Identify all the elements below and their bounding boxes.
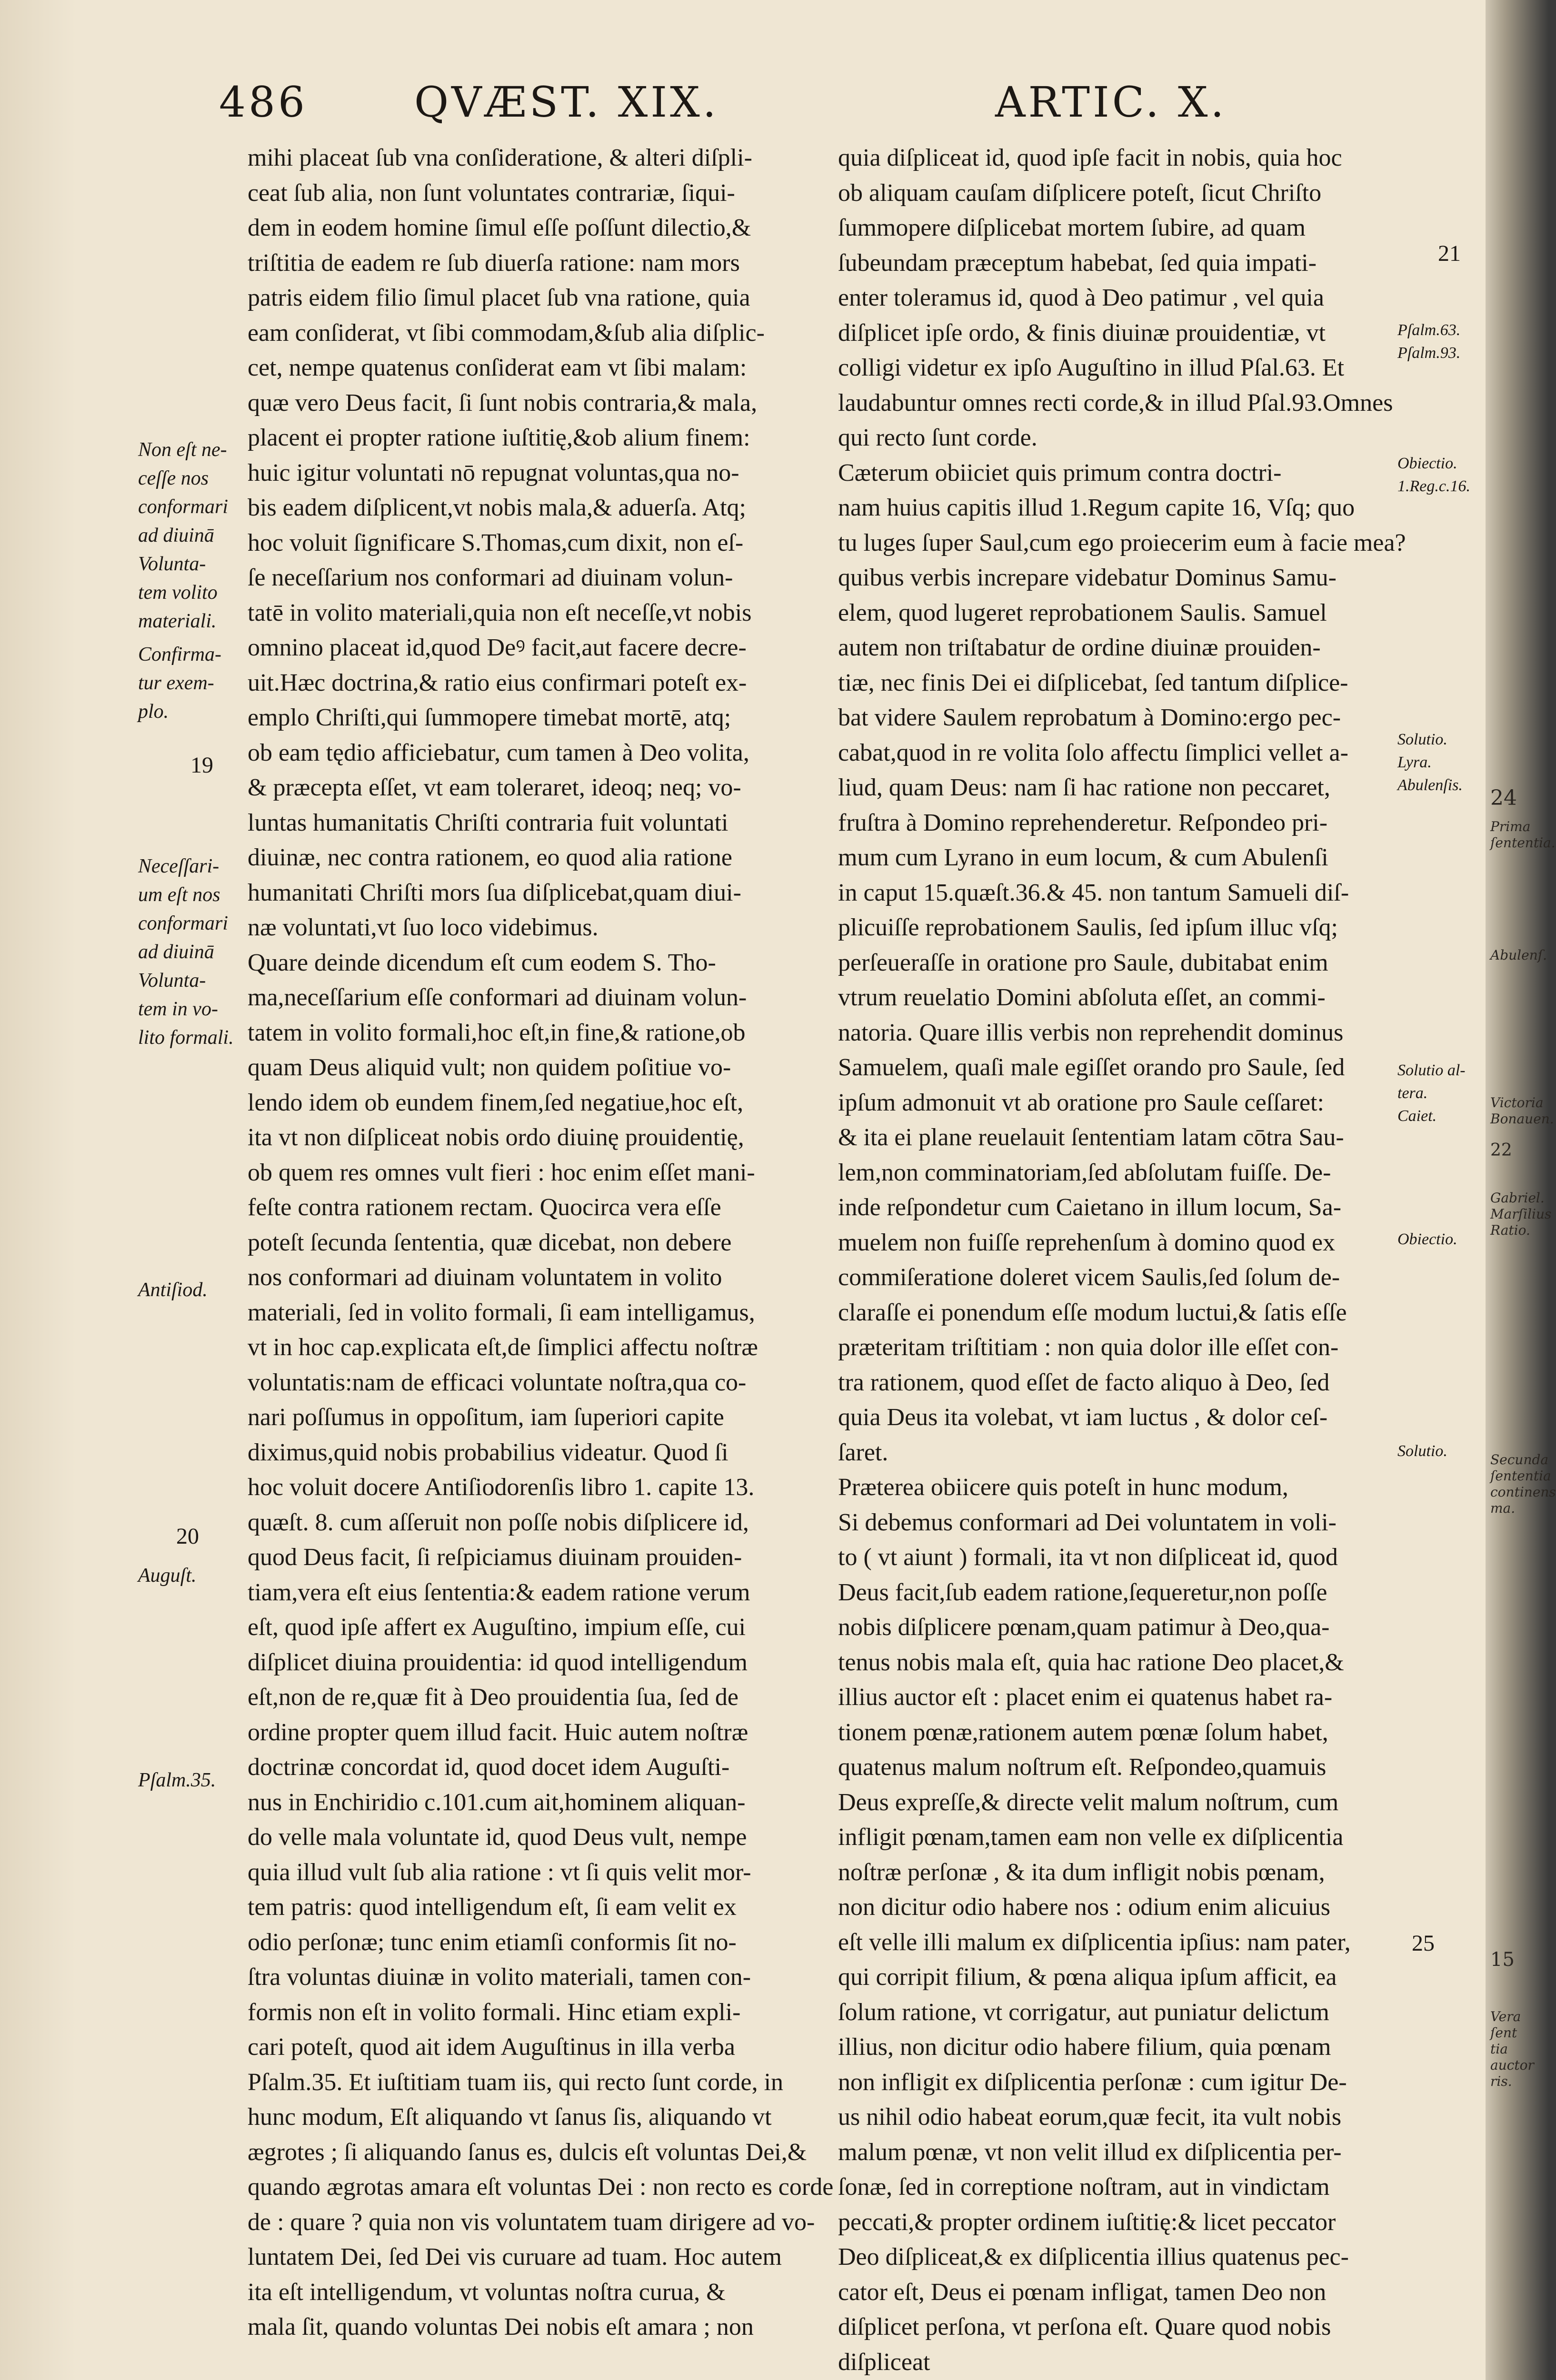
left-margin-number-19: 19: [190, 753, 213, 778]
text-line: Deus expreſſe,& directe velit malum noſtrum, cum: [838, 1788, 1339, 1816]
text-line: Præterea obiicere quis poteſt in hunc modum,: [838, 1474, 1288, 1501]
text-line: Samuelem, quaſi male egiſſet orando pro Saule, ſed: [838, 1054, 1345, 1081]
text-line: patris eidem filio ſimul placet ſub vna ratione, quia: [248, 284, 750, 311]
text-line: nam huius capitis illud 1.Regum capite 16, Vſq; quo: [838, 494, 1355, 521]
text-line: liud, quam Deus: nam ſi hac ratione non peccaret,: [838, 774, 1330, 801]
text-line: claraſſe ei ponendum eſſe modum luctui,& ſatis eſſe: [838, 1299, 1347, 1326]
text-line: to ( vt aiunt ) formali, ita vt non diſpliceat id, quod: [838, 1544, 1338, 1571]
left-text-column: [248, 140, 834, 2345]
text-line: infligit pœnam,tamen eam non velle ex diſplicentia: [838, 1824, 1344, 1851]
text-line: inde reſpondetur cum Caietano in illum locum, Sa-: [838, 1194, 1342, 1221]
right-margin-note-psalm: Pſalm.63. Pſalm.93.: [1397, 321, 1461, 362]
text-line: commiſeratione doleret vicem Saulis,ſed ſolum de-: [838, 1264, 1340, 1291]
text-line: tiæ, nec finis Dei ei diſplicebat, ſed tantum diſplice-: [838, 669, 1348, 696]
text-line: doctrinæ concordat id, quod docet idem Auguſti-: [248, 1754, 730, 1781]
text-line: fruſtra à Domino reprehenderetur. Reſpondeo pri-: [838, 809, 1328, 836]
text-line: quia illud vult ſub alia ratione : vt ſi quis velit mor-: [248, 1858, 751, 1886]
text-line: Quare deinde dicendum eſt cum eodem S. Tho-: [248, 949, 716, 976]
text-line: ſolum ratione, vt corrigatur, aut puniatur delictum: [838, 1998, 1329, 2026]
text-line: muelem non fuiſſe reprehenſum à domino quod ex: [838, 1229, 1336, 1256]
text-line: emplo Chriſti,qui ſummopere timebat mortē, atq;: [248, 704, 731, 731]
text-line: ſonæ, ſed in correptione noſtram, aut in vindictam: [838, 2173, 1330, 2201]
text-line: Pſalm.35. Et iuſtitiam tuam iis, qui recto ſunt corde, in: [248, 2068, 784, 2096]
text-line: lem,non comminatoriam,ſed abſolutam fuiſſe. De-: [838, 1159, 1331, 1186]
text-line: diſplicet perſona, vt perſona eſt. Quare quod nobis: [838, 2313, 1331, 2340]
text-line: luntatem Dei, ſed Dei vis curuare ad tuam. Hoc autem: [248, 2243, 782, 2271]
right-margin-note-solutio-altera: Solutio al- tera. Caiet.: [1397, 1061, 1466, 1125]
text-line: mihi placeat ſub vna conſideratione, & alteri diſpli-: [248, 144, 752, 171]
text-line: nos conformari ad diuinam voluntatem in volito: [248, 1264, 722, 1291]
text-line: quod Deus facit, ſi reſpiciamus diuinam prouiden-: [248, 1544, 742, 1571]
text-line: noſtræ perſonæ , & ita dum infligit nobis pœnam,: [838, 1858, 1325, 1886]
text-line: ſummopere diſplicebat mortem ſubire, ad quam: [838, 214, 1306, 241]
text-line: Deus facit,ſub eadem ratione,ſequeretur,non poſſe: [838, 1578, 1327, 1606]
text-line: quæ vero Deus facit, ſi ſunt nobis contraria,& mala,: [248, 389, 758, 416]
text-line: hoc voluit ſignificare S.Thomas,cum dixit, non eſ-: [248, 529, 744, 556]
text-line: & ita ei plane reuelauit ſententiam latam cōtra Sau-: [838, 1124, 1344, 1151]
text-line: elem, quod lugeret reprobationem Saulis. Samuel: [838, 599, 1327, 626]
text-line: vtrum reuelatio Domini abſoluta eſſet, an commi-: [838, 984, 1326, 1011]
text-line: quatenus malum noſtrum eſt. Reſpondeo,quamuis: [838, 1754, 1327, 1781]
text-line: tiam,vera eſt eius ſententia:& eadem ratione verum: [248, 1578, 750, 1606]
text-line: enter toleramus id, quod à Deo patimur , vel quia: [838, 284, 1324, 311]
text-line: voluntatis:nam de efficaci voluntate noſtra,qua co-: [248, 1368, 747, 1396]
text-line: Cæterum obiiciet quis primum contra doctri-: [838, 459, 1282, 486]
text-line: quia Deus ita volebat, vt iam luctus , & dolor ceſ-: [838, 1404, 1328, 1431]
text-line: colligi videtur ex ipſo Auguſtino in illud Pſal.63. Et: [838, 354, 1345, 381]
left-margin-note-3: Neceſſari- um eſt nos conformari ad diuinā Volunta- tem in vo- lito formali.: [138, 855, 234, 1049]
right-margin-note-solutio-3: Solutio.: [1397, 1442, 1447, 1460]
text-line: us nihil odio habeat eorum,quæ fecit, ita vult nobis: [838, 2103, 1342, 2131]
text-line: plicuiſſe reprobationem Saulis, ſed ipſum illuc vſq;: [838, 914, 1338, 941]
text-line: tionem pœnæ,rationem autem pœnæ ſolum habet,: [838, 1718, 1328, 1746]
text-line: hunc modum, Eſt aliquando vt ſanus ſis, aliquando vt: [248, 2103, 772, 2131]
text-line: eam conſiderat, vt ſibi commodam,&ſub alia diſplic-: [248, 319, 765, 347]
adjacent-note-c: Victoria Bonauen.: [1490, 1095, 1554, 1127]
text-line: quibus verbis increpare videbatur Dominus Samu-: [838, 564, 1337, 591]
adjacent-number-15: 15: [1490, 1949, 1515, 1971]
text-line: qui corripit filium, & pœna aliqua ipſum afficit, ea: [838, 1964, 1337, 1991]
text-line: nari poſſumus in oppoſitum, iam ſuperiori capite: [248, 1404, 724, 1431]
right-text-column: [838, 140, 1406, 2380]
left-margin-note-2: Confirma- tur exem- plo.: [138, 644, 222, 723]
text-line: tra rationem, quod eſſet de facto aliquo à Deo, ſed: [838, 1368, 1330, 1396]
adjacent-note-a: Prima ſententia.: [1490, 819, 1556, 851]
text-line: ægrotes ; ſi aliquando ſanus es, dulcis eſt voluntas Dei,&: [248, 2138, 807, 2166]
text-line: eſt, quod ipſe affert ex Auguſtino, impium eſſe, cui: [248, 1614, 746, 1641]
text-line: næ voluntati,vt ſuo loco videbimus.: [248, 914, 598, 941]
page-number: 486: [219, 78, 308, 127]
text-line: quæſt. 8. cum aſſeruit non poſſe nobis diſplicere id,: [248, 1508, 749, 1536]
text-line: lendo idem ob eundem finem,ſed negatiue,hoc eſt,: [248, 1089, 744, 1116]
text-line: nobis diſplicere pœnam,quam patimur à Deo,qua-: [838, 1614, 1330, 1641]
adjacent-note-e: Secunda ſententia continens ma.: [1490, 1452, 1556, 1516]
text-line: poteſt ſecunda ſententia, quæ dicebat, non debere: [248, 1229, 732, 1256]
text-line: non dicitur odio habere nos : odium enim alicuius: [838, 1894, 1331, 1921]
text-line: huic igitur voluntati nō repugnat voluntas,qua no-: [248, 459, 739, 486]
text-line: dem in eodem homine ſimul eſſe poſſunt dilectio,&: [248, 214, 751, 241]
text-line: nus in Enchiridio c.101.cum ait,hominem aliquan-: [248, 1788, 746, 1816]
text-line: omnino placeat id,quod Deꝰ facit,aut facere decre-: [248, 634, 747, 661]
text-line: cari poteſt, quod ait idem Auguſtinus in illa verba: [248, 2033, 735, 2061]
left-margin-note-august: Auguſt.: [138, 1565, 197, 1587]
text-line: ſaret.: [838, 1438, 888, 1466]
right-margin-note-obiectio: Obiectio. 1.Reg.c.16.: [1397, 455, 1470, 495]
text-line: diſpliceat: [838, 2348, 930, 2376]
text-line: qui recto ſunt corde.: [838, 424, 1037, 451]
text-line: cabat,quod in re volita ſolo affectu ſimplici vellet a-: [838, 739, 1348, 766]
text-line: ita vt non diſpliceat nobis ordo diuinę prouidentię,: [248, 1124, 744, 1151]
right-margin-number-21: 21: [1438, 241, 1461, 266]
text-line: illius auctor eſt : placet enim ei quatenus habet ra-: [838, 1684, 1333, 1711]
text-line: diſplicet ipſe ordo, & finis diuinæ prouidentiæ, vt: [838, 319, 1326, 347]
text-line: laudabuntur omnes recti corde,& in illud Pſal.93.Omnes: [838, 389, 1393, 416]
running-title-right: ARTIC. X.: [995, 78, 1227, 127]
text-line: vt in hoc cap.explicata eſt,de ſimplici affectu noſtræ: [248, 1334, 758, 1361]
text-line: quam Deus aliquid vult; non quidem poſitiue vo-: [248, 1054, 731, 1081]
text-line: illius, non dicitur odio habere filium, quia pœnam: [838, 2033, 1331, 2061]
text-line: ſe neceſſarium nos conformari ad diuinam volun-: [248, 564, 733, 591]
left-margin-note-antisiod: Antiſiod.: [138, 1279, 208, 1301]
text-line: malum pœnæ, vt non velit illud ex diſplicentia per-: [838, 2138, 1342, 2166]
text-line: perſeueraſſe in oratione pro Saule, dubitabat enim: [838, 949, 1328, 976]
text-line: tu luges ſuper Saul,cum ego proiecerim eum à facie mea?: [838, 529, 1406, 556]
left-margin-number-20: 20: [176, 1524, 199, 1549]
text-line: ipſum admonuit vt ab oratione pro Saule ceſſaret:: [838, 1089, 1324, 1116]
adjacent-number-24: 24: [1490, 786, 1517, 810]
text-line: præteritam triſtitiam : non quia dolor ille eſſet con-: [838, 1334, 1339, 1361]
text-line: triſtitia de eadem re ſub diuerſa ratione: nam mors: [248, 249, 740, 277]
text-line: hoc voluit docere Antiſiodorenſis libro 1. capite 13.: [248, 1474, 755, 1501]
text-line: ſtra voluntas diuinæ in volito materiali, tamen con-: [248, 1964, 751, 1991]
text-line: ita eſt intelligendum, vt voluntas noſtra curua, &: [248, 2278, 726, 2306]
text-line: luntas humanitatis Chriſti contraria fuit voluntati: [248, 809, 728, 836]
text-line: ceat ſub alia, non ſunt voluntates contrariæ, ſiqui-: [248, 179, 735, 207]
text-line: de : quare ? quia non vis voluntatem tuam dirigere ad vo-: [248, 2208, 815, 2236]
text-line: uit.Hæc doctrina,& ratio eius confirmari poteſt ex-: [248, 669, 747, 696]
right-margin-number-25: 25: [1412, 1931, 1435, 1956]
adjacent-note-b: Abulenſ.: [1490, 947, 1547, 963]
text-line: Deo diſpliceat,& ex diſplicentia illius quatenus pec-: [838, 2243, 1349, 2271]
adjacent-note-d: Gabriel. Marſilius Ratio.: [1490, 1190, 1552, 1238]
text-line: cet, nempe quatenus conſiderat eam vt ſibi malam:: [248, 354, 747, 381]
text-line: formis non eſt in volito formali. Hinc etiam expli-: [248, 1998, 741, 2026]
text-line: ob eam tędio afficiebatur, cum tamen à Deo volita,: [248, 739, 749, 766]
text-line: quia diſpliceat id, quod ipſe facit in nobis, quia hoc: [838, 144, 1342, 171]
text-line: diſplicet diuina prouidentia: id quod intelligendum: [248, 1648, 748, 1676]
text-line: ob quem res omnes vult fieri : hoc enim eſſet mani-: [248, 1159, 755, 1186]
text-line: Si debemus conformari ad Dei voluntatem in voli-: [838, 1508, 1337, 1536]
text-line: non infligit ex diſplicentia perſonæ : cum igitur De-: [838, 2068, 1347, 2096]
text-line: autem non triſtabatur de ordine diuinæ prouiden-: [838, 634, 1321, 661]
text-line: eſt,non de re,quæ fit à Deo prouidentia ſua, ſed de: [248, 1684, 739, 1711]
text-line: mala ſit, quando voluntas Dei nobis eſt amara ; non: [248, 2313, 754, 2340]
text-line: in caput 15.quæſt.36.& 45. non tantum Samueli diſ-: [838, 879, 1349, 906]
text-line: mum cum Lyrano in eum locum, & cum Abulenſi: [838, 844, 1328, 871]
text-line: diuinæ, nec contra rationem, eo quod alia ratione: [248, 844, 732, 871]
running-title-left: QVÆST. XIX.: [414, 78, 719, 127]
text-line: ordine propter quem illud facit. Huic autem noſtræ: [248, 1718, 748, 1746]
adjacent-note-f: Vera ſent tia auctor ris.: [1490, 2009, 1534, 2089]
text-line: & præcepta eſſet, vt eam toleraret, ideoq; neq; vo-: [248, 774, 741, 801]
text-line: placent ei propter ratione iuſtitię,&ob alium finem:: [248, 424, 750, 451]
text-line: bat videre Saulem reprobatum à Domino:ergo pec-: [838, 704, 1341, 731]
text-line: eſt velle illi malum ex diſplicentia ipſius: nam pater,: [838, 1928, 1351, 1956]
adjacent-number-22: 22: [1490, 1140, 1512, 1160]
text-line: feſte contra rationem rectam. Quocirca vera eſſe: [248, 1194, 721, 1221]
text-line: do velle mala voluntate id, quod Deus vult, nempe: [248, 1824, 747, 1851]
text-line: diximus,quid nobis probabilius videatur. Quod ſi: [248, 1438, 728, 1466]
right-margin-note-solutio: Solutio. Lyra. Abulenſis.: [1397, 731, 1463, 794]
left-margin-note-1: Non eſt ne- ceſſe nos conformari ad diuinā Volunta- tem volito materiali.: [138, 439, 228, 632]
page-gutter-shade: [0, 0, 76, 2380]
text-line: quando ægrotas amara eſt voluntas Dei : non recto es corde: [248, 2173, 834, 2201]
left-margin-note-psalm: Pſalm.35.: [138, 1769, 216, 1791]
text-line: materiali, ſed in volito formali, ſi eam intelligamus,: [248, 1299, 755, 1326]
text-line: peccati,& propter ordinem iuſtitię:& licet peccator: [838, 2208, 1336, 2236]
text-line: cator eſt, Deus ei pœnam infligat, tamen Deo non: [838, 2278, 1327, 2306]
text-line: ſubeundam præceptum habebat, ſed quia impati-: [838, 249, 1317, 277]
text-line: tatem in volito formali,hoc eſt,in fine,& ratione,ob: [248, 1019, 746, 1046]
text-line: odio perſonæ; tunc enim etiamſi conformis ſit no-: [248, 1928, 737, 1956]
text-line: bis eadem diſplicent,vt nobis mala,& aduerſa. Atq;: [248, 494, 746, 521]
text-line: ob aliquam cauſam diſplicere poteſt, ſicut Chriſto: [838, 179, 1322, 207]
text-line: natoria. Quare illis verbis non reprehendit dominus: [838, 1019, 1344, 1046]
text-line: tenus nobis mala eſt, quia hac ratione Deo placet,&: [838, 1648, 1344, 1676]
text-line: tatē in volito materiali,quia non eſt neceſſe,vt nobis: [248, 599, 752, 626]
right-margin-note-obiectio-2: Obiectio.: [1397, 1230, 1457, 1248]
text-line: humanitati Chriſti mors ſua diſplicebat,quam diui-: [248, 879, 741, 906]
text-line: ma,neceſſarium eſſe conformari ad diuinam volun-: [248, 984, 747, 1011]
text-line: tem patris: quod intelligendum eſt, ſi eam velit ex: [248, 1894, 737, 1921]
